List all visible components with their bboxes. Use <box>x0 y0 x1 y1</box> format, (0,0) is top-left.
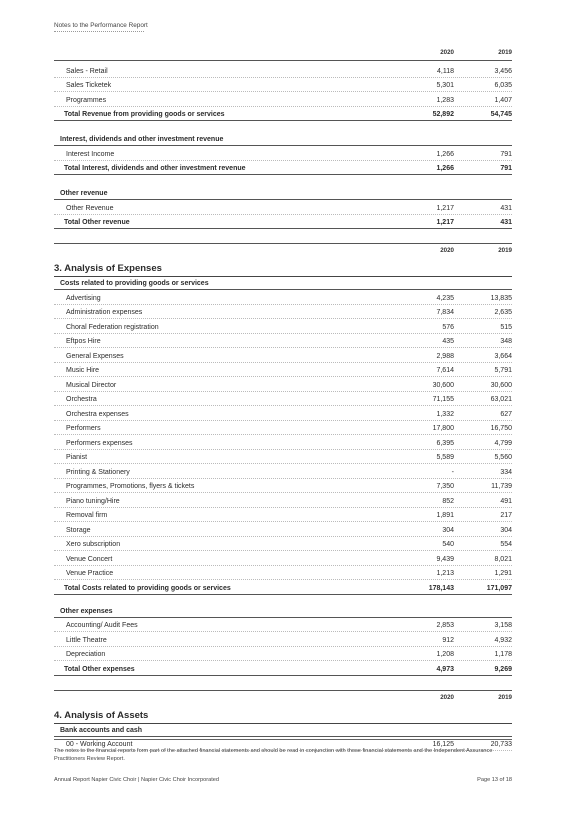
value-2019: 30,600 <box>490 381 512 389</box>
total-label: Total Costs related to providing goods or services <box>64 584 231 592</box>
value-2020: 2,853 <box>436 622 454 629</box>
total-label: Total Revenue from providing goods or services <box>64 111 225 118</box>
table-row <box>54 406 512 421</box>
total-label: Total Interest, dividends and other investment revenue <box>64 165 246 172</box>
value-2019: 3,456 <box>494 67 512 75</box>
row-label: Piano tuning/Hire <box>66 497 120 505</box>
value-2019: 4,932 <box>494 636 512 644</box>
footer-divider <box>54 739 512 740</box>
value-2019: 627 <box>500 410 512 418</box>
table-row <box>54 450 512 465</box>
value-2019: 11,739 <box>491 483 512 490</box>
table-row <box>54 146 512 161</box>
value-2020: 435 <box>442 338 454 345</box>
row-label: Interest Income <box>66 150 115 158</box>
value-2019: 16,750 <box>490 425 512 432</box>
total-2019: 9,269 <box>494 665 512 673</box>
row-label: Programmes <box>66 96 107 104</box>
value-2020: 2,988 <box>436 352 454 360</box>
value-2020: - <box>451 468 454 476</box>
value-2020: 1,283 <box>436 96 454 104</box>
year-header <box>54 46 512 60</box>
table-row <box>54 392 512 407</box>
table-row <box>54 305 512 320</box>
total-row <box>54 107 512 122</box>
value-2020: 4,235 <box>436 294 454 302</box>
table-row <box>54 290 512 305</box>
value-2020: 5,589 <box>436 454 454 461</box>
row-label: Depreciation <box>66 651 106 658</box>
year-prior: 2019 <box>498 49 512 56</box>
table-row <box>54 92 512 107</box>
goods-costs-table <box>54 290 512 595</box>
row-label: Advertising <box>66 294 101 302</box>
row-label: Venue Concert <box>66 555 113 563</box>
table-row <box>54 537 512 552</box>
value-2019: 13,835 <box>490 294 512 302</box>
interest-heading: Interest, dividends and other investment revenue <box>54 133 512 146</box>
table-row <box>54 464 512 479</box>
row-label: Accounting/ Audit Fees <box>66 622 138 629</box>
total-2019: 171,097 <box>486 584 512 592</box>
value-2019: 431 <box>500 204 512 212</box>
value-2019: 2,635 <box>494 309 512 316</box>
value-2019: 5,791 <box>494 367 512 374</box>
table-row <box>54 200 512 215</box>
page-content <box>54 22 512 751</box>
total-2020: 178,143 <box>428 584 454 592</box>
value-2020: 6,395 <box>436 439 454 447</box>
page-header-title: Notes to the Performance Report <box>54 22 148 29</box>
total-row <box>54 161 512 176</box>
total-row <box>54 215 512 230</box>
value-2019: 491 <box>500 497 512 505</box>
row-label: Performers <box>66 425 101 432</box>
value-2020: 1,266 <box>436 150 454 158</box>
value-2020: 1,891 <box>436 512 454 519</box>
table-row <box>54 377 512 392</box>
total-2020: 1,266 <box>436 165 454 172</box>
row-label: Venue Practice <box>66 570 114 577</box>
footer-note: The notes to the financial reports form part of the attached financial statements and should be read in conjunction with those financial statements and the Independent Assurance Practitioners Review Report. <box>54 748 493 762</box>
page-number: Page 13 of 18 <box>477 777 512 783</box>
value-2020: 540 <box>442 541 454 548</box>
table-row <box>54 479 512 494</box>
value-2019: 5,560 <box>494 454 512 461</box>
value-2019: 304 <box>500 526 512 534</box>
row-label: Storage <box>66 526 91 534</box>
value-2020: 1,208 <box>436 651 454 658</box>
year-header <box>54 691 512 705</box>
goods-costs-heading: Costs related to providing goods or services <box>54 277 512 290</box>
row-label: Xero subscription <box>66 541 121 548</box>
total-2019: 431 <box>500 219 512 226</box>
value-2020: 4,118 <box>437 67 454 75</box>
table-row <box>54 319 512 334</box>
interest-table <box>54 146 512 175</box>
row-label: Sales - Retail <box>66 67 108 75</box>
total-row <box>54 661 512 676</box>
table-row <box>54 493 512 508</box>
expenses-title: 3. Analysis of Expenses <box>54 262 512 277</box>
value-2019: 20,733 <box>490 741 512 748</box>
value-2020: 304 <box>442 526 454 534</box>
value-2019: 515 <box>500 323 512 331</box>
row-label: Sales Ticketek <box>66 82 112 89</box>
row-label: Music Hire <box>66 367 100 374</box>
footer-bar <box>54 777 512 783</box>
row-label: Orchestra expenses <box>66 410 129 418</box>
year-header <box>54 244 512 258</box>
year-current: 2020 <box>440 247 454 254</box>
total-label: Total Other revenue <box>64 219 130 226</box>
value-2019: 1,178 <box>494 651 512 658</box>
total-2020: 4,973 <box>436 665 454 673</box>
table-row <box>54 632 512 647</box>
total-2020: 1,217 <box>436 219 454 226</box>
value-2020: 1,213 <box>436 570 454 577</box>
value-2020: 7,350 <box>436 483 454 490</box>
value-2019: 3,664 <box>494 352 512 360</box>
row-label: Musical Director <box>66 381 117 389</box>
row-label: Pianist <box>66 454 88 461</box>
value-2020: 9,439 <box>436 555 454 563</box>
row-label: Little Theatre <box>66 636 107 644</box>
footer-report-name: Annual Report Napier Civic Choir | Napier Civic Choir Incorporated <box>54 777 219 783</box>
table-row <box>54 421 512 436</box>
row-label: Orchestra <box>66 396 97 403</box>
value-2019: 334 <box>500 468 512 476</box>
value-2020: 7,834 <box>436 309 454 316</box>
total-2019: 791 <box>500 165 512 172</box>
value-2020: 30,600 <box>432 381 454 389</box>
table-row <box>54 522 512 537</box>
year-current: 2020 <box>440 49 454 56</box>
value-2020: 7,614 <box>436 367 454 374</box>
value-2019: 217 <box>500 512 512 519</box>
value-2020: 16,125 <box>432 741 454 748</box>
value-2019: 63,021 <box>490 396 512 403</box>
value-2019: 554 <box>500 541 512 548</box>
other-revenue-heading: Other revenue <box>54 187 512 200</box>
assets-title: 4. Analysis of Assets <box>54 709 512 724</box>
value-2019: 6,035 <box>494 82 512 89</box>
value-2019: 1,291 <box>494 570 512 577</box>
value-2019: 791 <box>500 150 512 158</box>
value-2019: 348 <box>500 338 512 345</box>
table-row <box>54 551 512 566</box>
row-label: General Expenses <box>66 352 124 360</box>
value-2020: 71,155 <box>432 396 454 403</box>
row-label: Administration expenses <box>66 309 143 316</box>
bank-accounts-heading: Bank accounts and cash <box>54 724 512 737</box>
value-2020: 576 <box>442 323 454 331</box>
value-2020: 1,217 <box>436 204 454 212</box>
value-2020: 5,301 <box>436 82 454 89</box>
revenue-goods-table <box>54 63 512 121</box>
table-row <box>54 348 512 363</box>
row-label: Removal firm <box>66 512 108 519</box>
other-expenses-table <box>54 618 512 676</box>
value-2019: 8,021 <box>494 555 512 563</box>
table-row <box>54 334 512 349</box>
table-row <box>54 435 512 450</box>
row-label: Other Revenue <box>66 204 114 212</box>
row-label: Choral Federation registration <box>66 323 159 331</box>
row-label: Programmes, Promotions, flyers & tickets <box>66 483 195 490</box>
row-label: 00 - Working Account <box>66 741 133 748</box>
value-2020: 912 <box>442 636 454 644</box>
total-2019: 54,745 <box>490 111 512 118</box>
table-row <box>54 566 512 581</box>
other-revenue-table <box>54 200 512 229</box>
table-row <box>54 63 512 78</box>
table-row <box>54 618 512 633</box>
table-row <box>54 78 512 93</box>
table-row <box>54 363 512 378</box>
row-label: Performers expenses <box>66 439 133 447</box>
total-label: Total Other expenses <box>64 665 135 673</box>
table-row <box>54 647 512 662</box>
value-2019: 4,799 <box>494 439 512 447</box>
value-2020: 852 <box>442 497 454 505</box>
value-2020: 17,800 <box>432 425 454 432</box>
value-2020: 1,332 <box>436 410 454 418</box>
total-row <box>54 580 512 595</box>
value-2019: 3,158 <box>494 622 512 629</box>
year-current: 2020 <box>440 693 454 701</box>
year-prior: 2019 <box>498 247 512 254</box>
row-label: Printing & Stationery <box>66 468 130 476</box>
year-prior: 2019 <box>498 693 512 701</box>
table-row <box>54 508 512 523</box>
value-2019: 1,407 <box>494 96 512 104</box>
total-2020: 52,892 <box>432 111 454 118</box>
row-label: Eftpos Hire <box>66 338 101 345</box>
other-expenses-heading: Other expenses <box>54 605 512 618</box>
